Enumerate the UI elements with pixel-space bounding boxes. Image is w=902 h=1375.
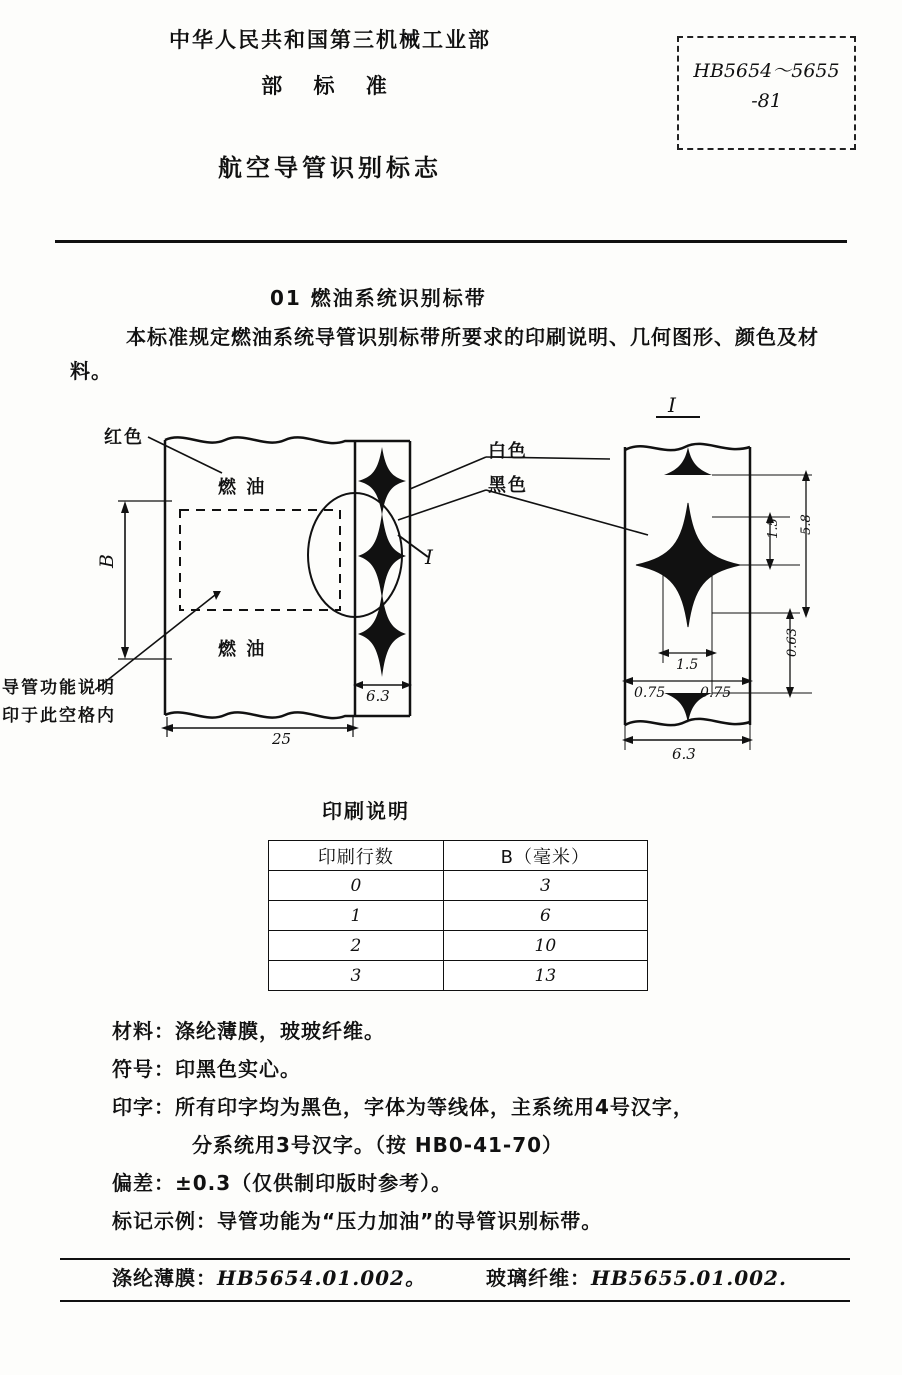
note-example-label: 标记示例 [112,1209,196,1233]
cell-lines: 0 [269,871,444,901]
table-header-row [269,841,648,871]
label-white-color: 白色 [488,441,528,462]
note-symbol-label: 符号 [112,1057,154,1081]
note-example-sep: ： [196,1209,217,1233]
callout-function-line1: 导管功能说明 [2,678,116,698]
note-example-text: 导管功能为“压力加油”的导管识别标带。 [217,1209,603,1233]
footer-item1-code: HB5654.01.002。 [217,1266,426,1290]
dimension-0-75-a: 0.75 [634,685,666,701]
cell-b: 13 [443,961,647,991]
footer-divider-bottom [60,1300,850,1302]
dimension-5-8: 5.8 [798,514,814,535]
standard-code-line2: -81 [751,90,782,112]
standard-code-box [677,36,856,150]
section-title: 01 燃油系统识别标带 [270,286,487,310]
note-symbol-sep: ： [154,1057,175,1081]
footer-item1-label: 涤纶薄膜 [112,1266,196,1290]
note-symbol [112,1050,872,1088]
note-example [112,1202,872,1240]
note-printing-cont: 分系统用3号汉字。（按 HB0-41-70） [192,1133,564,1157]
cell-lines: 3 [269,961,444,991]
figure-identification-band [0,395,902,795]
standard-subtitle: 部 标 准 [261,74,399,98]
dimension-25: 25 [272,730,292,748]
cell-lines: 2 [269,931,444,961]
table-row [269,871,648,901]
note-printing-label: 印字 [112,1095,154,1119]
dimension-1-5-vertical: 1.5 [765,518,781,539]
footer-item2-code: HB5655.01.002. [590,1266,787,1290]
label-fuel-top: 燃 油 [218,477,267,498]
note-material-label: 材料 [112,1019,154,1043]
dimension-1-5-horizontal: 1.5 [676,657,699,673]
detail-mark-left: I [425,545,433,569]
label-fuel-bottom: 燃 油 [218,639,267,660]
dimension-6-3-left: 6.3 [366,687,390,705]
footer-divider-top [60,1258,850,1260]
note-material-text: 涤纶薄膜，玻玻纤维。 [175,1019,385,1043]
note-printing [112,1088,872,1126]
footer-designations [112,1262,872,1291]
note-material-sep: ： [154,1019,175,1043]
label-black-color: 黑色 [488,475,528,496]
print-spec-table [268,840,648,991]
note-tolerance-text: ±0.3（仅供制印版时参考）。 [175,1171,453,1195]
note-symbol-text: 印黑色实心。 [175,1057,301,1081]
standard-code-line1: HB5654～5655 [693,60,840,82]
table-header-lines: 印刷行数 [269,841,444,871]
note-tolerance [112,1164,872,1202]
table-header-b: B（毫米） [443,841,647,871]
footer-item2-sep: ： [569,1266,591,1290]
note-tolerance-label: 偏差 [112,1171,154,1195]
cell-b: 10 [443,931,647,961]
note-material [112,1012,872,1050]
figure-drawing [0,395,902,795]
table-row [269,931,648,961]
note-printing-text: 所有印字均为黑色，字体为等线体，主系统用4号汉字， [175,1095,694,1119]
label-red-color: 红色 [104,427,144,448]
table-caption: 印刷说明 [322,799,410,823]
section-paragraph: 本标准规定燃油系统导管识别标带所要求的印刷说明、几何图形、颜色及材料。 [70,325,819,383]
dimension-b: B [95,554,118,568]
cell-lines: 1 [269,901,444,931]
cell-b: 3 [443,871,647,901]
table-row [269,961,648,991]
dimension-0-63: 0.63 [784,628,800,657]
document-title: 航空导管识别标志 [218,154,442,182]
note-printing-sep: ： [154,1095,175,1119]
note-tolerance-sep: ： [154,1171,175,1195]
header-divider [55,240,847,243]
dimension-0-75-b: 0.75 [700,685,732,701]
detail-mark-right: I [668,393,676,417]
table-row [269,901,648,931]
cell-b: 6 [443,901,647,931]
dimension-6-3-right: 6.3 [672,745,696,763]
callout-function-line2: 印于此空格内 [2,706,116,726]
footer-item1-sep: ： [196,1266,217,1290]
footer-item2-label: 玻璃纤维 [485,1266,570,1290]
ministry-title: 中华人民共和国第三机械工业部 [169,28,491,52]
notes-list [112,1012,872,1240]
